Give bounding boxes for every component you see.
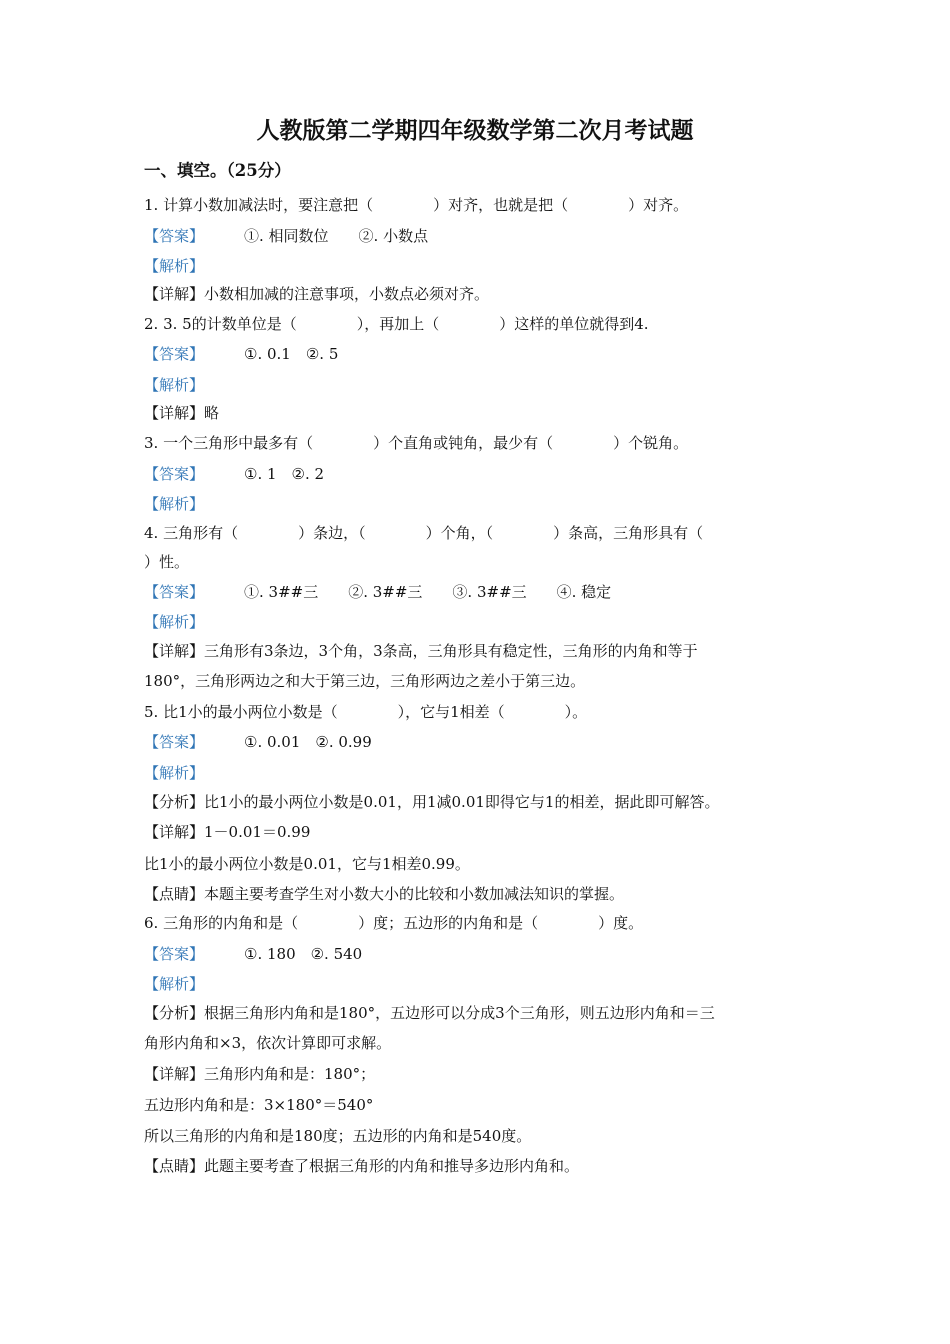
- document-title: 人教版第二学期四年级数学第二次月考试题: [256, 117, 694, 144]
- section-heading: 一、填空。（25分）: [144, 161, 291, 180]
- fenxi-text: 根据三角形内角和是180°，五边形可以分成3个三角形，则五边形内角和＝三: [204, 1004, 715, 1022]
- dianjing-row-5: [144, 882, 624, 906]
- analysis-tag: 【解析】: [144, 376, 205, 394]
- answer-text: ①. 0.1 ②. 5: [244, 345, 339, 363]
- dianjing-row-6: [144, 1154, 579, 1178]
- detail-row-2: [144, 401, 219, 425]
- analysis-tag: 【解析】: [144, 975, 205, 993]
- dianjing-text: 此题主要考查了根据三角形的内角和推导多边形内角和。: [204, 1157, 580, 1175]
- answer-tag: 【答案】: [144, 465, 205, 483]
- answer-row-2: [144, 342, 339, 366]
- detail-row-6-cont-1: 五边形内角和是：3×180°＝540°: [144, 1096, 374, 1114]
- detail-tag: 【详解】: [144, 1065, 205, 1083]
- question-5: 5. 比1小的最小两位小数是（ ），它与1相差（ ）。: [144, 703, 588, 721]
- fenxi-tag: 【分析】: [144, 793, 205, 811]
- detail-row-6-cont-2: 所以三角形的内角和是180度；五边形的内角和是540度。: [144, 1127, 532, 1145]
- detail-tag: 【详解】: [144, 642, 205, 660]
- analysis-tag: 【解析】: [144, 257, 205, 275]
- detail-tag: 【详解】: [144, 285, 205, 303]
- fenxi-tag: 【分析】: [144, 1004, 205, 1022]
- answer-text: ①. 相同数位 ②. 小数点: [244, 227, 429, 245]
- detail-text: 三角形有3条边，3个角，3条高，三角形具有稳定性，三角形的内角和等于: [204, 642, 698, 660]
- detail-row-4: [144, 639, 698, 663]
- detail-text: 小数相加减的注意事项，小数点必须对齐。: [204, 285, 490, 303]
- detail-text: 略: [204, 404, 220, 422]
- question-4-line-1: 4. 三角形有（ ）条边，（ ）个角，（ ）条高，三角形具有（: [144, 524, 704, 542]
- detail-row-6: [144, 1062, 375, 1086]
- answer-tag: 【答案】: [144, 227, 205, 245]
- question-4-line-2: ）性。: [144, 553, 190, 571]
- answer-text: ①. 180 ②. 540: [244, 945, 363, 963]
- detail-tag: 【详解】: [144, 823, 205, 841]
- dianjing-tag: 【点睛】: [144, 885, 205, 903]
- answer-row-4: [144, 580, 612, 604]
- answer-text: ①. 0.01 ②. 0.99: [244, 733, 372, 751]
- fenxi-row-6: [144, 1001, 715, 1025]
- answer-row-1: [144, 224, 429, 248]
- fenxi-text: 比1小的最小两位小数是0.01，用1减0.01即得它与1的相差，据此即可解答。: [204, 793, 720, 811]
- detail-row-5: [144, 820, 310, 844]
- detail-row-5-cont: 比1小的最小两位小数是0.01，它与1相差0.99。: [144, 855, 470, 873]
- analysis-tag: 【解析】: [144, 495, 205, 513]
- fenxi-row-5: [144, 790, 719, 814]
- question-6: 6. 三角形的内角和是（ ）度；五边形的内角和是（ ）度。: [144, 914, 644, 932]
- answer-row-6: [144, 942, 363, 966]
- detail-row-1: [144, 282, 489, 306]
- detail-text: 1－0.01＝0.99: [204, 823, 311, 841]
- answer-tag: 【答案】: [144, 733, 205, 751]
- answer-tag: 【答案】: [144, 945, 205, 963]
- dianjing-text: 本题主要考查学生对小数大小的比较和小数加减法知识的掌握。: [204, 885, 625, 903]
- answer-text: ①. 1 ②. 2: [244, 465, 325, 483]
- detail-text: 三角形内角和是：180°；: [204, 1065, 376, 1083]
- dianjing-tag: 【点睛】: [144, 1157, 205, 1175]
- answer-tag: 【答案】: [144, 345, 205, 363]
- analysis-tag: 【解析】: [144, 764, 205, 782]
- detail-tag: 【详解】: [144, 404, 205, 422]
- detail-row-4-cont: 180°，三角形两边之和大于第三边，三角形两边之差小于第三边。: [144, 672, 586, 690]
- analysis-tag: 【解析】: [144, 613, 205, 631]
- answer-row-3: [144, 462, 325, 486]
- question-3: 3. 一个三角形中最多有（ ）个直角或钝角，最少有（ ）个锐角。: [144, 434, 689, 452]
- answer-row-5: [144, 730, 372, 754]
- question-1: 1. 计算小数加减法时，要注意把（ ）对齐，也就是把（ ）对齐。: [144, 196, 689, 214]
- question-2: 2. 3. 5的计数单位是（ ），再加上（ ）这样的单位就得到4.: [144, 315, 649, 333]
- answer-tag: 【答案】: [144, 583, 205, 601]
- answer-text: ①. 3##三 ②. 3##三 ③. 3##三 ④. 稳定: [244, 583, 612, 601]
- fenxi-row-6-cont: 角形内角和×3，依次计算即可求解。: [144, 1034, 392, 1052]
